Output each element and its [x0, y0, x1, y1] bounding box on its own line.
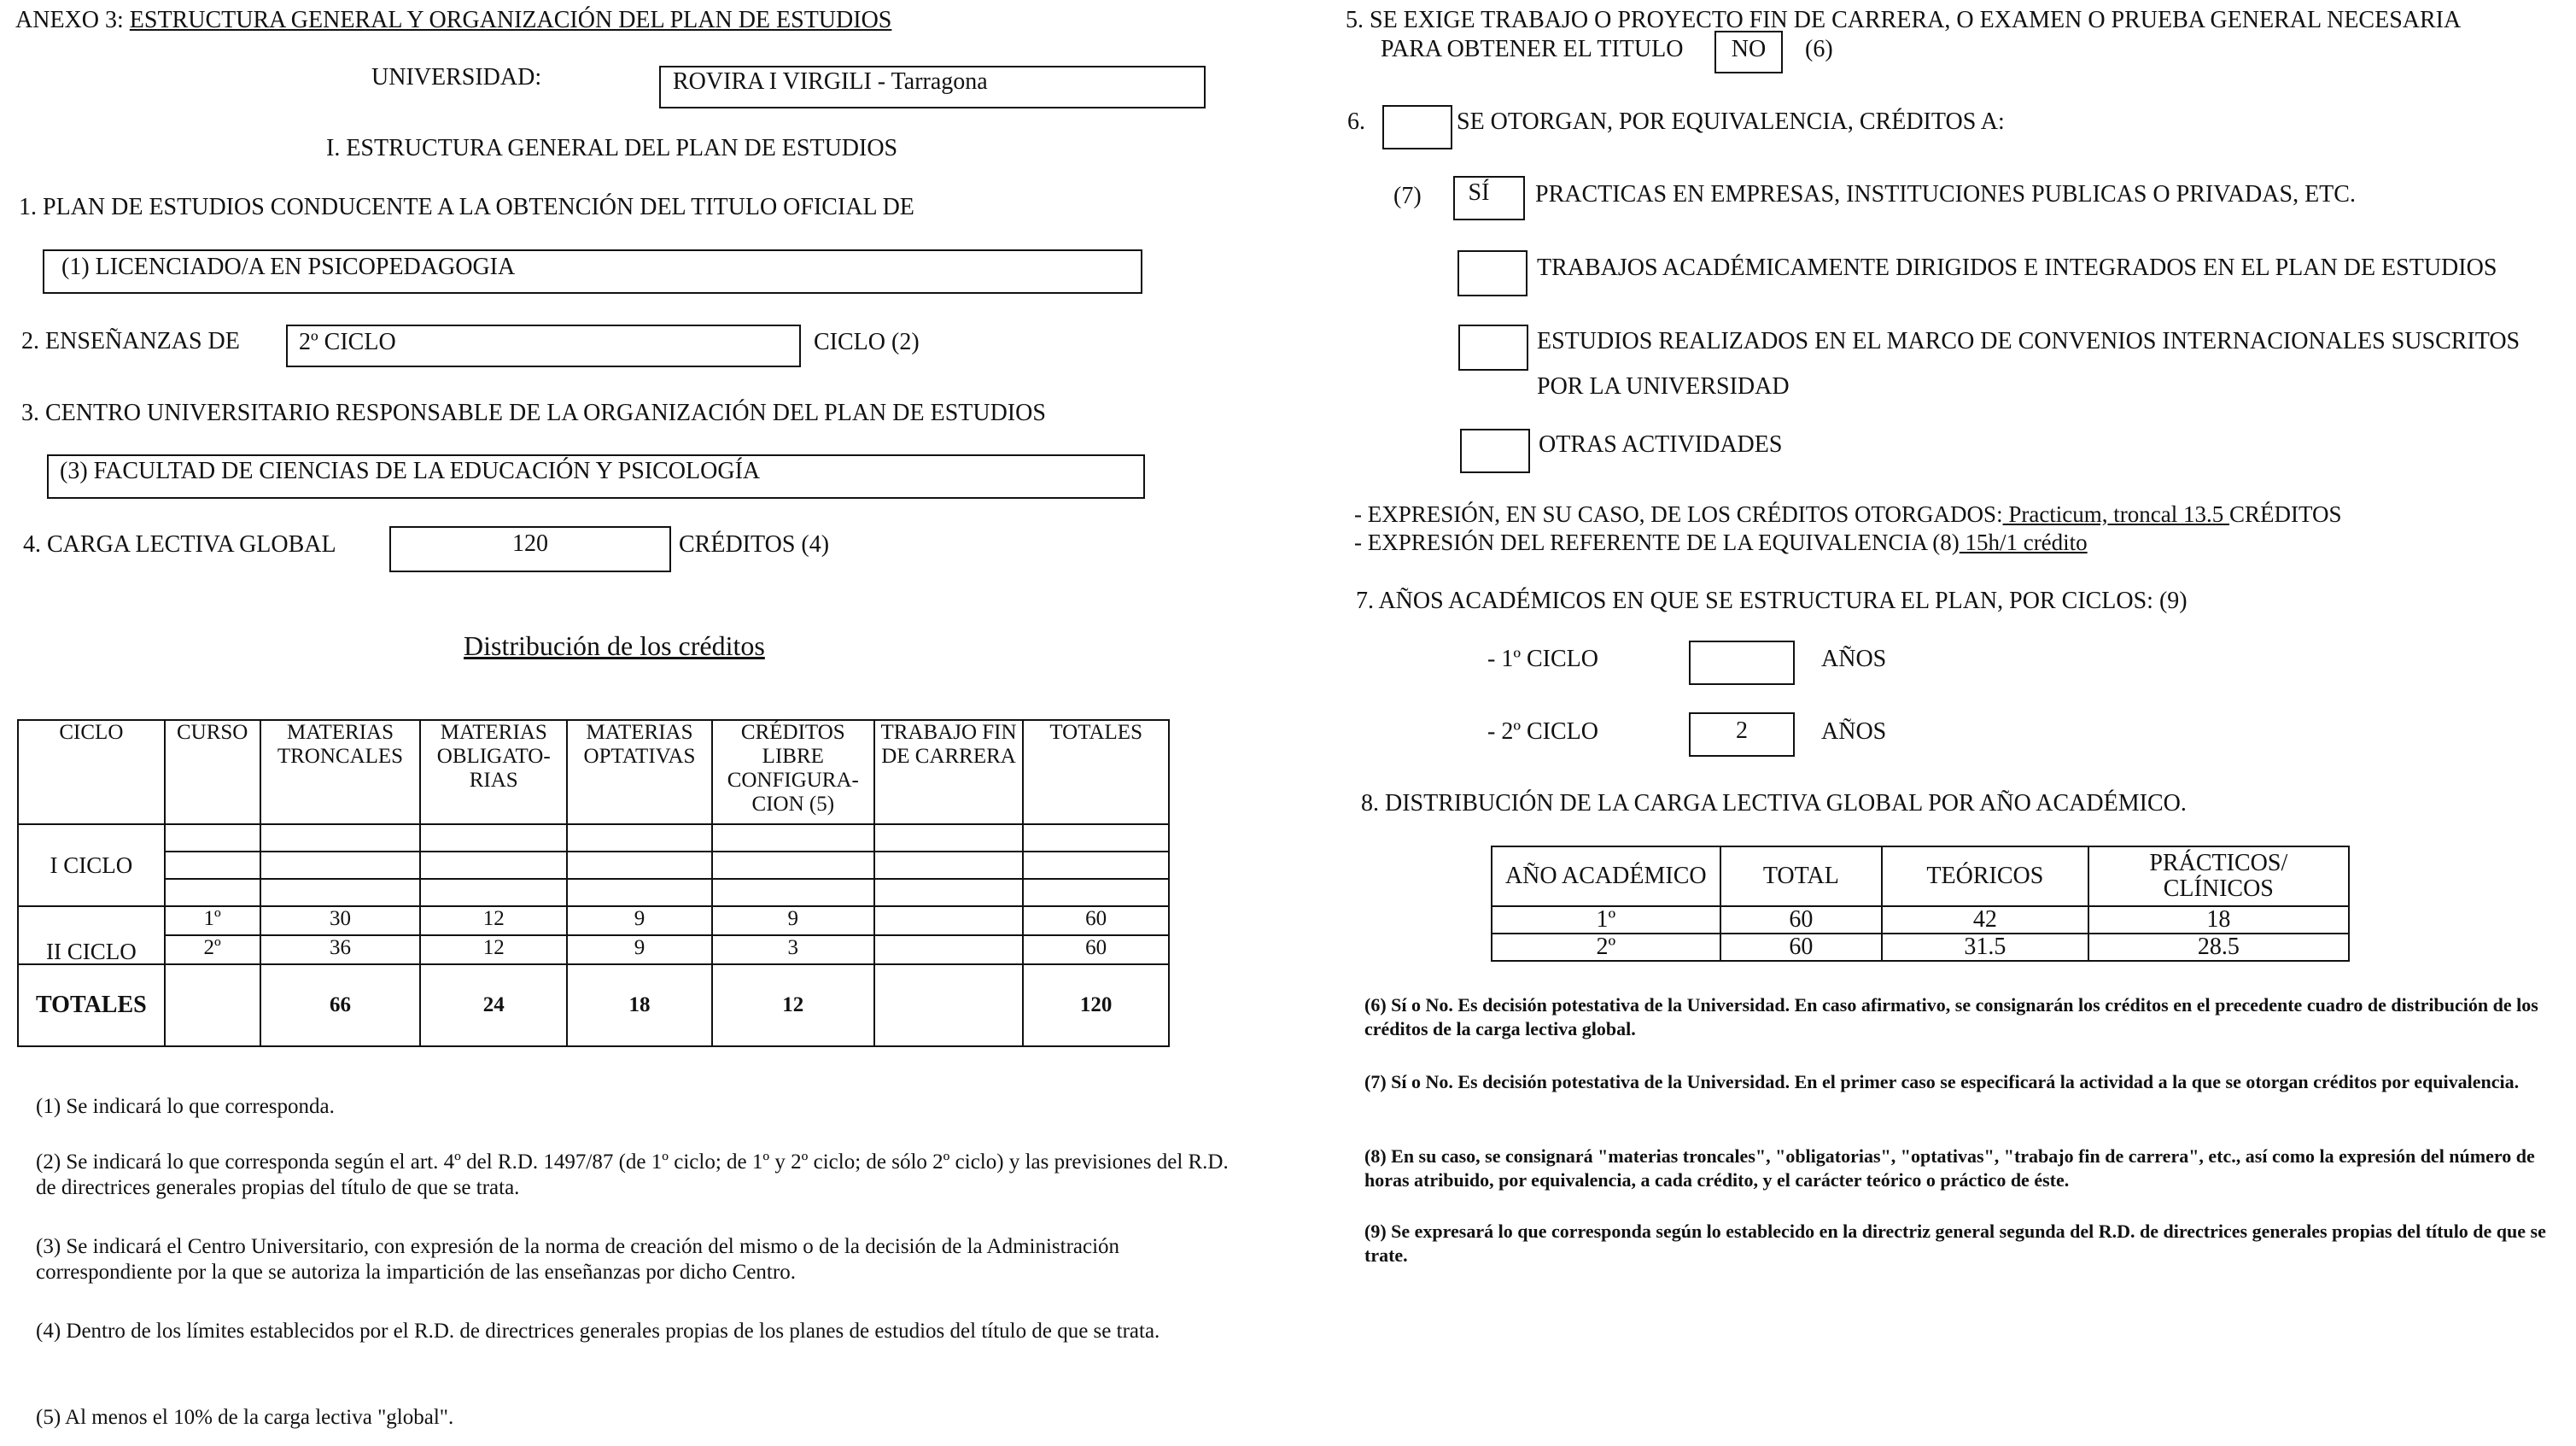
carga-header-teoricos: TEÓRICOS	[1882, 846, 2088, 906]
expr2-value: 15h/1 crédito	[1959, 530, 2088, 555]
header-troncales: MATERIAS TRONCALES	[260, 720, 421, 824]
totales-row: TOTALES 66 24 18 12 120	[18, 964, 1169, 1046]
item5-value: NO	[1731, 36, 1767, 62]
item7-label: 7. AÑOS ACADÉMICOS EN QUE SE ESTRUCTURA EL PLAN, POR CICLOS: (9)	[1356, 588, 2188, 614]
ciclo1-row-label: - 1º CICLO	[1487, 646, 1599, 672]
opt1-label: PRACTICAS EN EMPRESAS, INSTITUCIONES PUBLICAS O PRIVADAS, ETC.	[1535, 181, 2356, 208]
anexo-heading: ANEXO 3: ESTRUCTURA GENERAL Y ORGANIZACIÓN DEL PLAN DE ESTUDIOS	[15, 7, 892, 33]
note-5: (5) Al menos el 10% de la carga lectiva "global".	[36, 1406, 454, 1429]
item6-num: 6.	[1347, 108, 1365, 135]
item1-label: 1. PLAN DE ESTUDIOS CONDUCENTE A LA OBTENCIÓN DEL TITULO OFICIAL DE	[19, 194, 914, 220]
carga-header-total: TOTAL	[1720, 846, 1883, 906]
item6-checkbox	[1382, 105, 1452, 149]
opt3-checkbox	[1458, 325, 1528, 371]
item5-ref: (6)	[1805, 36, 1833, 62]
item2-suffix: CICLO (2)	[814, 329, 920, 355]
item4-label: 4. CARGA LECTIVA GLOBAL	[23, 531, 336, 558]
section-title: I. ESTRUCTURA GENERAL DEL PLAN DE ESTUDIOS	[326, 135, 898, 161]
header-trabajo: TRABAJO FIN DE CARRERA	[874, 720, 1024, 824]
item2-label: 2. ENSEÑANZAS DE	[21, 328, 240, 354]
item6-ref: (7)	[1393, 183, 1422, 209]
expr1-value: Practicum, troncal 13.5	[2002, 501, 2230, 527]
carga-table	[1491, 846, 2350, 962]
header-libre: CRÉDITOS LIBRE CONFIGURA-CION (5)	[712, 720, 874, 824]
ciclo2-label: II CICLO	[18, 906, 165, 964]
table-row: 2º 60 31.5 28.5	[1492, 934, 2349, 961]
note-8: (8) En su caso, se consignará "materias troncales", "obligatorias", "optativas", "trabajo fin de carrera", etc., así como la expresión del número de horas atribuido, por equivalencia, a cada crédito, y el carácter teórico o práctico de éste.	[1364, 1145, 2535, 1191]
item5-line2: PARA OBTENER EL TITULO	[1381, 36, 1684, 62]
table-row: II CICLO 1º 30 12 9 9 60	[18, 906, 1169, 935]
note-4: (4) Dentro de los límites establecidos por el R.D. de directrices generales propias de los planes de estudios del título de que se trata.	[36, 1320, 1160, 1343]
item6-label: SE OTORGAN, POR EQUIVALENCIA, CRÉDITOS A:	[1457, 108, 2005, 135]
opt2-label: TRABAJOS ACADÉMICAMENTE DIRIGIDOS E INTEGRADOS EN EL PLAN DE ESTUDIOS	[1537, 255, 2497, 281]
opt1-value: SÍ	[1468, 179, 1490, 206]
ciclo2-row-label: - 2º CICLO	[1487, 718, 1599, 745]
table-row: 1º 60 42 18	[1492, 906, 2349, 934]
header-curso: CURSO	[165, 720, 260, 824]
header-optativas: MATERIAS OPTATIVAS	[567, 720, 712, 824]
titulo-value: (1) LICENCIADO/A EN PSICOPEDAGOGIA	[61, 254, 516, 280]
note-1: (1) Se indicará lo que corresponda.	[36, 1095, 335, 1118]
opt3-label-1: ESTUDIOS REALIZADOS EN EL MARCO DE CONVENIOS INTERNACIONALES SUSCRITOS	[1537, 328, 2521, 354]
note-2: (2) Se indicará lo que corresponda según el art. 4º del R.D. 1497/87 (de 1º ciclo; de 1º y 2º ciclo; de sólo 2º ciclo) y las previsiones del R.D. de directrices generales propias del título de que se trata.	[36, 1150, 1229, 1199]
note-6: (6) Sí o No. Es decisión potestativa de la Universidad. En caso afirmativo, se consignarán los créditos en el precedente cuadro de distribución de los créditos de la carga lectiva global.	[1364, 994, 2538, 1039]
expr2: - EXPRESIÓN DEL REFERENTE DE LA EQUIVALENCIA (8) 15h/1 crédito	[1354, 530, 2088, 555]
carga-value: 120	[512, 530, 548, 557]
universidad-value: ROVIRA I VIRGILI - Tarragona	[673, 68, 988, 95]
note-3: (3) Se indicará el Centro Universitario, con expresión de la norma de creación del mismo o de la decisión de la Administración correspondiente por la que se autoriza la impartición de las enseñanzas por dicho Centro.	[36, 1235, 1120, 1284]
note-9: (9) Se expresará lo que corresponda según lo establecido en la directriz general segunda del R.D. de directrices generales propias del título de que se trate.	[1364, 1221, 2546, 1266]
ciclo1-anos-label: AÑOS	[1821, 646, 1887, 672]
item4-suffix: CRÉDITOS (4)	[679, 531, 830, 558]
header-obligatorias: MATERIAS OBLIGATO-RIAS	[420, 720, 567, 824]
header-totales: TOTALES	[1023, 720, 1169, 824]
opt4-checkbox	[1460, 429, 1530, 473]
universidad-label: UNIVERSIDAD:	[371, 64, 542, 91]
item3-label: 3. CENTRO UNIVERSITARIO RESPONSABLE DE LA ORGANIZACIÓN DEL PLAN DE ESTUDIOS	[21, 400, 1046, 426]
expr1: - EXPRESIÓN, EN SU CASO, DE LOS CRÉDITOS OTORGADOS: Practicum, troncal 13.5 CRÉDITOS	[1354, 501, 2342, 527]
dist-table	[17, 719, 1170, 1047]
opt2-checkbox	[1457, 250, 1527, 296]
carga-header-row	[1492, 846, 2349, 906]
dist-header-row	[18, 720, 1169, 824]
carga-header-ano: AÑO ACADÉMICO	[1492, 846, 1720, 906]
table-row: 2º 36 12 9 3 60	[18, 935, 1169, 964]
ciclo2-anos-value: 2	[1736, 717, 1748, 744]
centro-value: (3) FACULTAD DE CIENCIAS DE LA EDUCACIÓN Y PSICOLOGÍA	[60, 458, 761, 484]
ciclo1-anos-field	[1689, 641, 1795, 685]
anexo-title: ESTRUCTURA GENERAL Y ORGANIZACIÓN DEL PLAN DE ESTUDIOS	[129, 7, 892, 33]
header-ciclo: CICLO	[18, 720, 165, 824]
item8-label: 8. DISTRIBUCIÓN DE LA CARGA LECTIVA GLOBAL POR AÑO ACADÉMICO.	[1361, 790, 2187, 817]
opt4-label: OTRAS ACTIVIDADES	[1539, 431, 1783, 458]
ciclo-value: 2º CICLO	[299, 329, 396, 355]
item5-line1: 5. SE EXIGE TRABAJO O PROYECTO FIN DE CARRERA, O EXAMEN O PRUEBA GENERAL NECESARIA	[1346, 7, 2462, 33]
ciclo1-label: I CICLO	[18, 824, 165, 906]
dist-title: Distribución de los créditos	[464, 630, 765, 661]
ciclo2-anos-label: AÑOS	[1821, 718, 1887, 745]
note-7: (7) Sí o No. Es decisión potestativa de la Universidad. En el primer caso se especificará la actividad a la que se otorgan créditos por equivalencia.	[1364, 1071, 2520, 1092]
opt3-label-2: POR LA UNIVERSIDAD	[1537, 373, 1790, 400]
carga-header-practicos: PRÁCTICOS/ CLÍNICOS	[2088, 846, 2349, 906]
